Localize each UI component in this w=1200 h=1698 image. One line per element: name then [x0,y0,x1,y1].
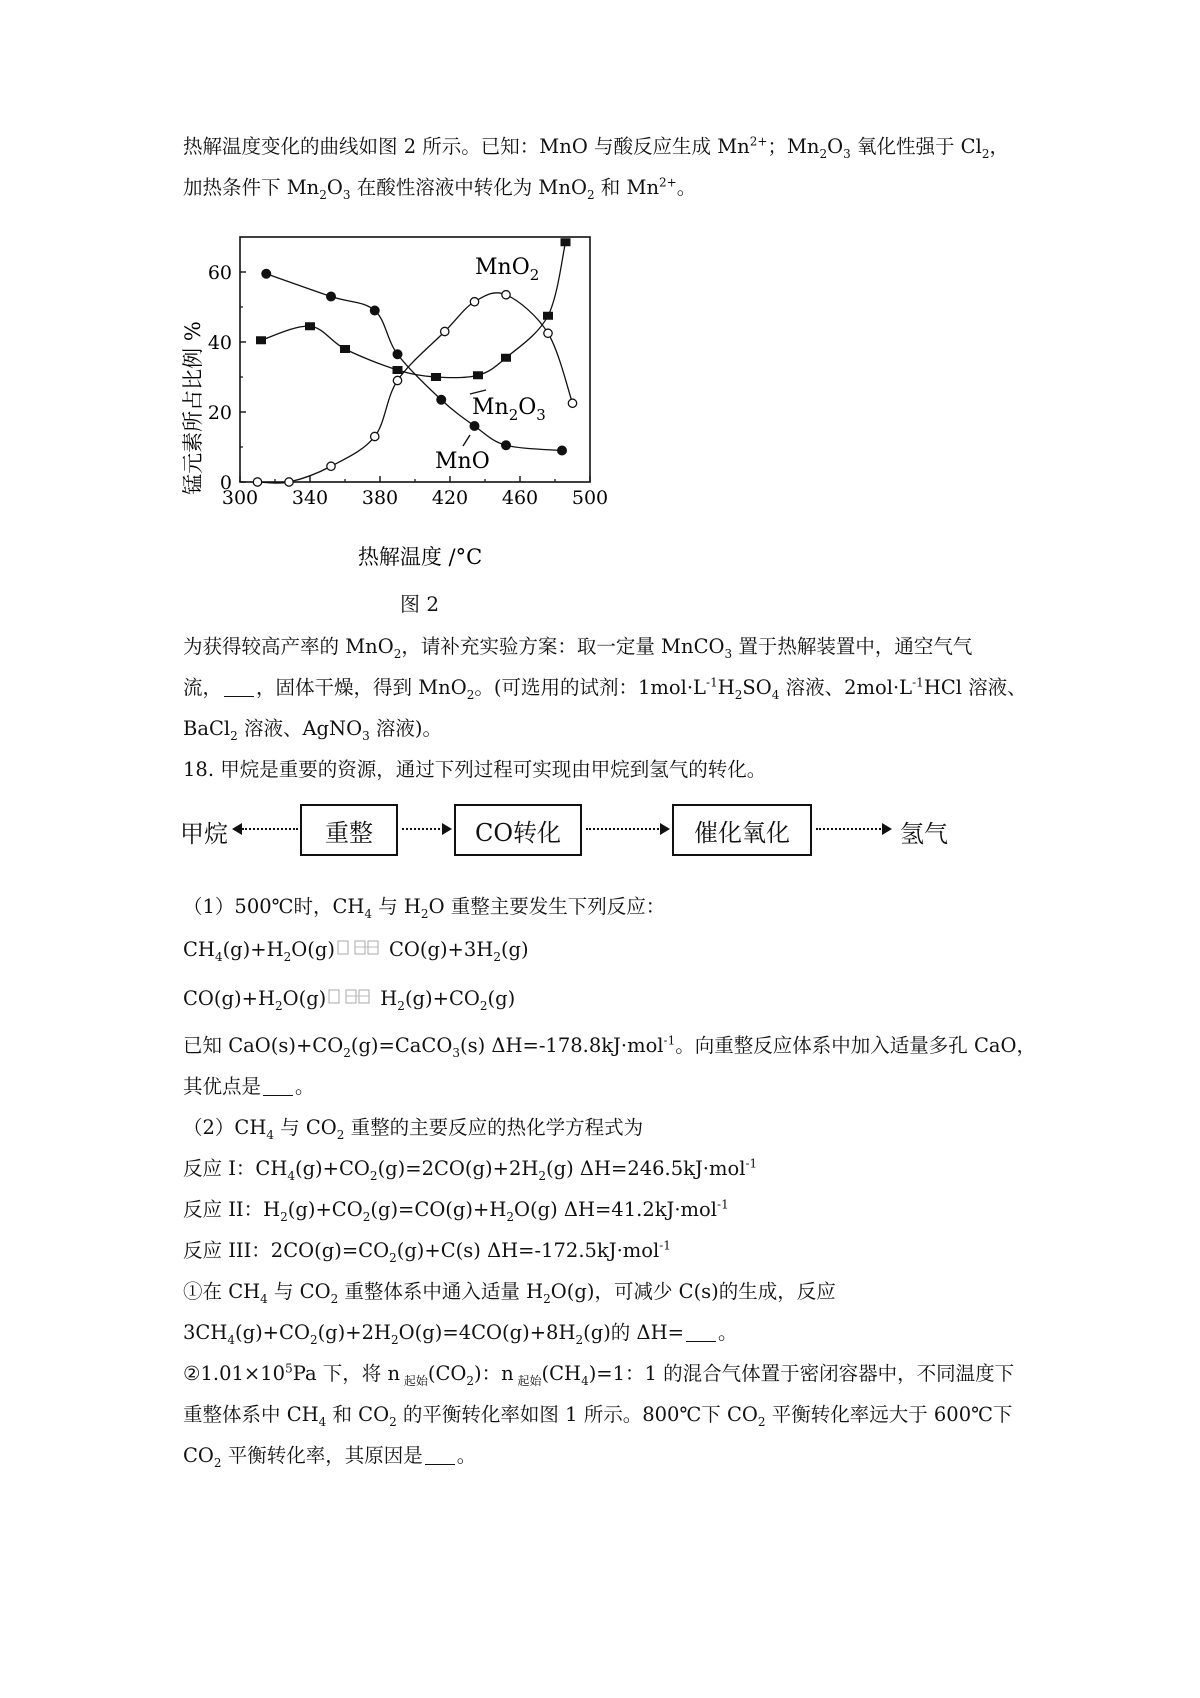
reaction-1 [183,1155,1023,1183]
series-label-mno2: MnO$_2$ [475,255,540,284]
text: 已知 CaO(s)+CO [183,1034,344,1057]
text: CO [183,1444,214,1467]
x-tick-label: 380 [361,487,399,509]
item-2-line-2 [183,1401,1023,1429]
data-point-mno [305,322,315,330]
subscript: 2 [389,1414,397,1429]
data-point-mno [393,349,403,359]
answer-blank[interactable] [263,1077,293,1096]
data-point-mno [470,421,480,431]
leader-line-mn2o3 [470,390,486,394]
dotted-connector [586,828,662,830]
data-point-mno [501,354,511,362]
subscript: 2 [538,1168,547,1183]
data-point-mno [370,306,380,316]
subscript: 2 [479,998,488,1013]
text: 溶液、AgNO [237,717,363,740]
answer-blank[interactable] [686,1323,716,1342]
answer-blank[interactable] [425,1446,455,1465]
text: BaCl [183,717,231,740]
text: O(g)，可减少 C(s)的生成，反应 [550,1280,836,1303]
dotted-connector [402,828,444,830]
data-point-mno [431,373,441,381]
subquestion-1 [183,893,1023,921]
known-line-2 [183,1073,1023,1101]
text: O(g) [291,938,335,961]
x-tick-label: 500 [571,487,609,509]
subscript: 2 [466,687,475,702]
x-tick-label: 300 [221,487,259,509]
subscript: 2 [757,1414,766,1429]
subscript: 2 [543,1291,551,1306]
text: 溶液)。 [369,717,443,740]
text: (g)+CO [294,1157,370,1180]
figure-caption: 图 2 [400,592,440,616]
text: (s) ΔH=-178.8kJ·mol [459,1034,664,1057]
known-line-1 [183,1032,1036,1060]
text: (g)=CO(g)+H [370,1198,507,1221]
subscript: 2 [389,1250,397,1265]
text: (g)=CaCO [350,1034,453,1057]
flow-box-catalytic-oxidation: 催化氧化 [672,804,812,856]
subscript: 2 [274,998,283,1013]
leader-line-mno [463,435,470,446]
subscript: 3 [724,646,733,661]
superscript: -1 [706,675,718,690]
text: (g)+C(s) ΔH=-172.5kJ·mol [396,1239,660,1262]
text-line-2 [183,174,1023,202]
text: (CH [541,1362,582,1385]
text: (CO [427,1362,467,1385]
data-point-mno [253,478,261,486]
text: 重整体系中 CH [183,1403,319,1426]
text: H [380,987,398,1010]
text-line-5 [183,715,1023,743]
subscript: 2 [280,1209,288,1224]
x-tick-label: 340 [291,487,329,509]
text: （1）500℃时，CH [183,895,365,918]
subscript: 4 [287,1168,295,1183]
text: 流， [183,676,223,699]
text: 。(可选用的试剂：1mol·L [474,676,707,699]
data-point-mno [502,291,510,299]
data-point-mno [561,238,571,246]
text: O(g)=4CO(g)+8H [398,1321,576,1344]
subscript: 2 [819,146,828,161]
data-point-mno [340,345,350,353]
subscript: 2 [420,906,429,921]
text: 和 CO [326,1403,390,1426]
text: 反应 III：2CO(g)=CO [183,1239,390,1262]
text-line-4 [183,674,1027,702]
superscript: -1 [745,1156,758,1171]
subscript: 3 [843,146,851,161]
subscript: 3 [342,187,351,202]
subscript: 2 [343,1045,351,1060]
text: 为获得较高产率的 MnO [183,635,394,658]
equilibrium-arrow-icon [337,940,383,958]
text: O 重整主要发生下列反应： [428,895,666,918]
flow-box-co-conversion: CO转化 [454,804,582,856]
text: ，固体干燥，得到 MnO [256,676,467,699]
subscript: 2 [319,187,327,202]
subquestion-2 [183,1114,1023,1142]
text: O [827,135,844,158]
text: (g) [487,987,516,1010]
text: )=1：1 的混合气体置于密闭容器中，不同温度下 [588,1362,1015,1385]
subscript: 2 [230,728,238,743]
text: (g)+CO [404,987,480,1010]
data-point-mno [470,298,478,306]
superscript: -1 [912,675,924,690]
text-line-3 [183,633,1023,661]
data-point-mno [371,432,379,440]
text: 平衡转化率远大于 600℃下 [765,1403,1013,1426]
y-tick-label: 0 [219,472,232,494]
subscript: 起始 [513,1373,542,1388]
text: 其优点是 [183,1075,262,1098]
subscript: 2 [330,1291,339,1306]
subscript: 2 [397,998,405,1013]
text: 氧化性强于 Cl [850,135,982,158]
x-tick-label: 460 [501,487,539,509]
y-tick-label: 40 [207,332,232,354]
text: (g)+2H [317,1321,392,1344]
subscript: 4 [318,1414,327,1429]
subscript: 2 [393,646,402,661]
data-point-mno [544,329,552,337]
item-1-line-2 [183,1319,1023,1347]
data-point-mno [327,462,335,470]
arrowhead-left-icon [232,823,242,835]
text: (g)+CO [234,1321,310,1344]
reaction-3 [183,1237,1023,1265]
text: 加热条件下 Mn [183,176,320,199]
text: (g)的 ΔH= [583,1321,684,1344]
subscript: 2 [734,687,743,702]
text: ，请补充实验方案：取一定量 MnCO [401,635,725,658]
text: O(g) [282,987,327,1010]
equation-2 [183,985,1023,1013]
series-line-mno [258,293,573,483]
subscript: 4 [260,1291,268,1306]
process-flow-diagram [180,800,960,870]
text: 的平衡转化率如图 1 所示。800℃下 CO [396,1403,758,1426]
text: O [326,176,343,199]
series-label-mno: MnO [435,449,490,474]
subscript: 2 [309,1332,318,1347]
text: H [717,676,735,699]
subscript: 2 [493,949,501,964]
text: CO(g)+H [183,987,275,1010]
subscript: 4 [364,906,373,921]
text: (g) [500,938,529,961]
text: 。向重整反应体系中加入适量多孔 CaO， [675,1034,1036,1057]
dotted-connector [242,828,298,830]
text: 和 Mn [594,176,660,199]
item-2-line-3 [183,1442,1023,1470]
text: ①在 CH [183,1280,261,1303]
subscript: 2 [506,1209,514,1224]
text: 3CH [183,1321,228,1344]
superscript: -1 [659,1238,671,1253]
text: HCl 溶液、 [923,676,1027,699]
text: 反应 I：CH [183,1157,288,1180]
text: 重整体系中通入适量 H [338,1280,544,1303]
text: （2）CH [183,1116,267,1139]
text: (g)+CO [287,1198,363,1221]
equation-1 [183,936,1023,964]
subscript: 3 [362,728,370,743]
text: SO [742,676,772,699]
text: (g) ΔH=246.5kJ·mol [546,1157,746,1180]
subscript: 4 [214,949,223,964]
arrowhead-right-icon [442,823,452,835]
subscript: 4 [581,1373,589,1388]
data-point-mno [285,478,293,486]
text: 。 [717,1321,738,1344]
text: 置于热解装置中，通空气气 [732,635,973,658]
text: 在酸性溶液中转化为 MnO [350,176,587,199]
flow-box-reforming: 重整 [300,804,398,856]
x-axis-label: 热解温度 /°C [357,545,483,569]
equilibrium-arrow-icon [328,989,374,1007]
subscript: 2 [213,1455,222,1470]
manganese-ratio-chart [180,232,660,582]
subscript: 4 [227,1332,235,1347]
item-2-line-1 [183,1360,1023,1388]
subscript: 4 [771,687,780,702]
data-point-mno [326,292,336,302]
superscript: 2+ [659,175,677,190]
arrowhead-right-icon [882,823,892,835]
text: 。 [676,176,697,199]
reaction-2 [183,1196,1023,1224]
text: (g)+H [222,938,284,961]
flow-start-label: 甲烷 [180,820,228,848]
text: 与 H [372,895,421,918]
data-point-mno [256,336,266,344]
superscript: -1 [663,1033,676,1048]
text: 。 [456,1444,477,1467]
data-point-mno [441,327,449,335]
text: 。 [295,1075,315,1098]
arrowhead-right-icon [660,823,670,835]
data-point-mno [261,269,271,279]
subscript: 2 [283,949,292,964]
text: 与 CO [273,1116,337,1139]
y-axis-label: 锰元素所占比例 % [181,321,205,495]
subscript: 2 [466,1373,475,1388]
dotted-connector [816,828,884,830]
subscript: 2 [586,187,595,202]
subscript: 2 [981,146,990,161]
superscript: -1 [717,1197,729,1212]
data-point-mno [568,399,576,407]
flow-end-label: 氢气 [900,820,948,848]
text: CO(g)+3H [388,938,494,961]
text: ；Mn [767,135,820,158]
text-line-1 [183,133,1023,161]
question-18-intro: 18. 甲烷是重要的资源，通过下列过程可实现由甲烷到氢气的转化。 [183,758,767,781]
text: )：n [474,1362,514,1385]
data-point-mno [436,395,446,405]
subscript: 2 [575,1332,584,1347]
subscript: 2 [362,1209,371,1224]
subscript: 4 [266,1127,274,1142]
item-1-line-1 [183,1278,1023,1306]
text: Pa 下，将 n [292,1362,401,1385]
superscript: 5 [285,1361,293,1376]
y-tick-label: 60 [207,262,232,284]
subscript: 2 [336,1127,345,1142]
subscript: 3 [452,1045,460,1060]
text: CH [183,938,215,961]
subscript: 起始 [400,1373,428,1388]
text: 重整的主要反应的热化学方程式为 [344,1116,644,1139]
data-point-mno [501,440,511,450]
y-tick-label: 20 [207,402,232,424]
series-label-mn2o3: $Mn_2O_3$ [472,395,546,424]
text: 平衡转化率，其原因是 [221,1444,423,1467]
text: 热解温度变化的曲线如图 2 所示。已知：MnO 与酸反应生成 Mn [183,135,750,158]
text: (g)=2CO(g)+2H [377,1157,539,1180]
subscript: 2 [369,1168,378,1183]
text: 溶液、2mol·L [779,676,913,699]
data-point-mno [543,312,553,320]
text: ， [989,135,1009,158]
answer-blank[interactable] [224,678,254,697]
data-point-mno [473,371,483,379]
x-tick-label: 420 [431,487,469,509]
text: 与 CO [267,1280,331,1303]
text: ②1.01×10 [183,1362,286,1385]
subscript: 2 [391,1332,399,1347]
superscript: 2+ [749,134,768,149]
data-point-mno [393,366,403,374]
data-point-mno [557,446,567,456]
text: 反应 II：H [183,1198,281,1221]
text: O(g) ΔH=41.2kJ·mol [514,1198,718,1221]
data-point-mno [393,376,401,384]
